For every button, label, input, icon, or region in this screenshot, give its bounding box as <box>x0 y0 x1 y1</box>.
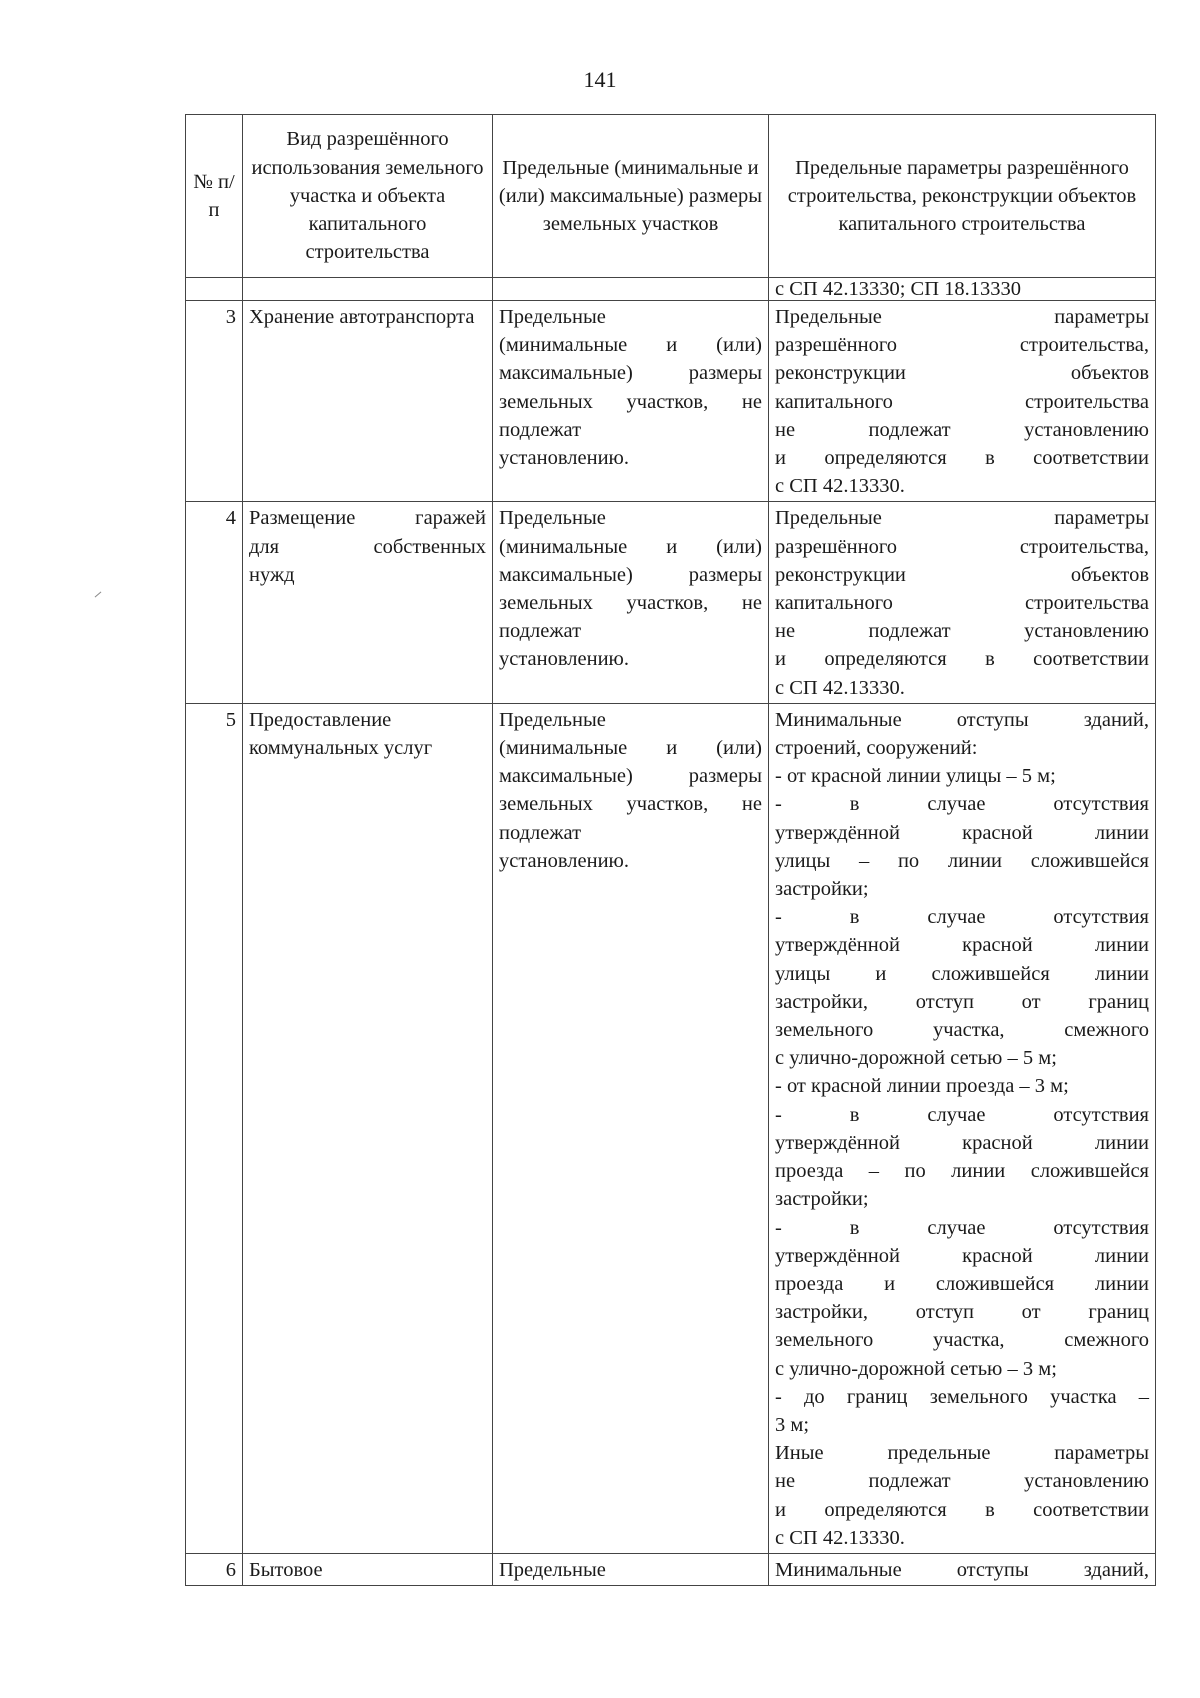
size-limits: Предельные (минимальные и (или) максимальные) размеры земельных участков, не подлежат установлению. <box>493 703 769 1553</box>
header-use: Вид разрешённого использования земельного участка и объекта капитального строительства <box>243 115 493 278</box>
use-type: Бытовое <box>243 1553 493 1585</box>
table-row <box>186 502 1156 703</box>
row-number: 6 <box>186 1553 243 1585</box>
size-limits: Предельные <box>493 1553 769 1585</box>
scan-mark <box>95 592 102 598</box>
row-number: 3 <box>186 301 243 502</box>
header-size: Предельные (минимальные и (или) максимальные) размеры земельных участков <box>493 115 769 278</box>
size-limits: Предельные (минимальные и (или) максимальные) размеры земельных участков, не подлежат установлению. <box>493 301 769 502</box>
construction-parameters: Минимальные отступы зданий, <box>769 1553 1156 1585</box>
table-row <box>186 1553 1156 1585</box>
page-number: 141 <box>583 67 617 92</box>
table-row <box>186 703 1156 1553</box>
construction-parameters: Минимальные отступы зданий, строений, сооружений: - от красной линии улицы – 5 м; - в случае отсутствия утверждённой красной линии улицы – по линии сложившейся застройки; - в случае отсутствия утверждённой красной линии улицы и сложившейся линии застройки, отступ от границ земельного участка, смежного с улично-дорожной сетью – 5 м; - от красной линии проезда – 3 м; - в случае отсутствия утверждённой красной линии проезда – по линии сложившейся застройки; - в случае отсутствия утверждённой красной линии проезда и сложившейся линии застройки, отступ от границ земельного участка, смежного с улично-дорожной сетью – 3 м; - до границ земельного участка – 3 м; Иные предельные параметры не подлежат установлению и определяются в соответствии с СП 42.13330. <box>769 703 1156 1553</box>
use-type: Предоставление коммунальных услуг <box>243 703 493 1553</box>
use-type: Хранение автотранспорта <box>243 301 493 502</box>
construction-parameters: Предельные параметры разрешённого строительства, реконструкции объектов капитального строительства не подлежат установлению и определяются в соответствии с СП 42.13330. <box>769 502 1156 703</box>
use-type: Размещение гаражей для собственных нужд <box>243 502 493 703</box>
row-number: 4 <box>186 502 243 703</box>
header-num: № п/п <box>186 115 243 278</box>
construction-parameters: Предельные параметры разрешённого строительства, реконструкции объектов капитального строительства не подлежат установлению и определяются в соответствии с СП 42.13330. <box>769 301 1156 502</box>
size-limits: Предельные (минимальные и (или) максимальные) размеры земельных участков, не подлежат установлению. <box>493 502 769 703</box>
header-params: Предельные параметры разрешённого строительства, реконструкции объектов капитального строительства <box>769 115 1156 278</box>
table-row <box>186 301 1156 502</box>
table-header-row <box>186 115 1156 278</box>
continuation-text: с СП 42.13330; СП 18.13330 <box>769 278 1156 301</box>
row-number: 5 <box>186 703 243 1553</box>
continuation-row <box>186 278 1156 301</box>
regulations-table <box>185 114 1156 1586</box>
